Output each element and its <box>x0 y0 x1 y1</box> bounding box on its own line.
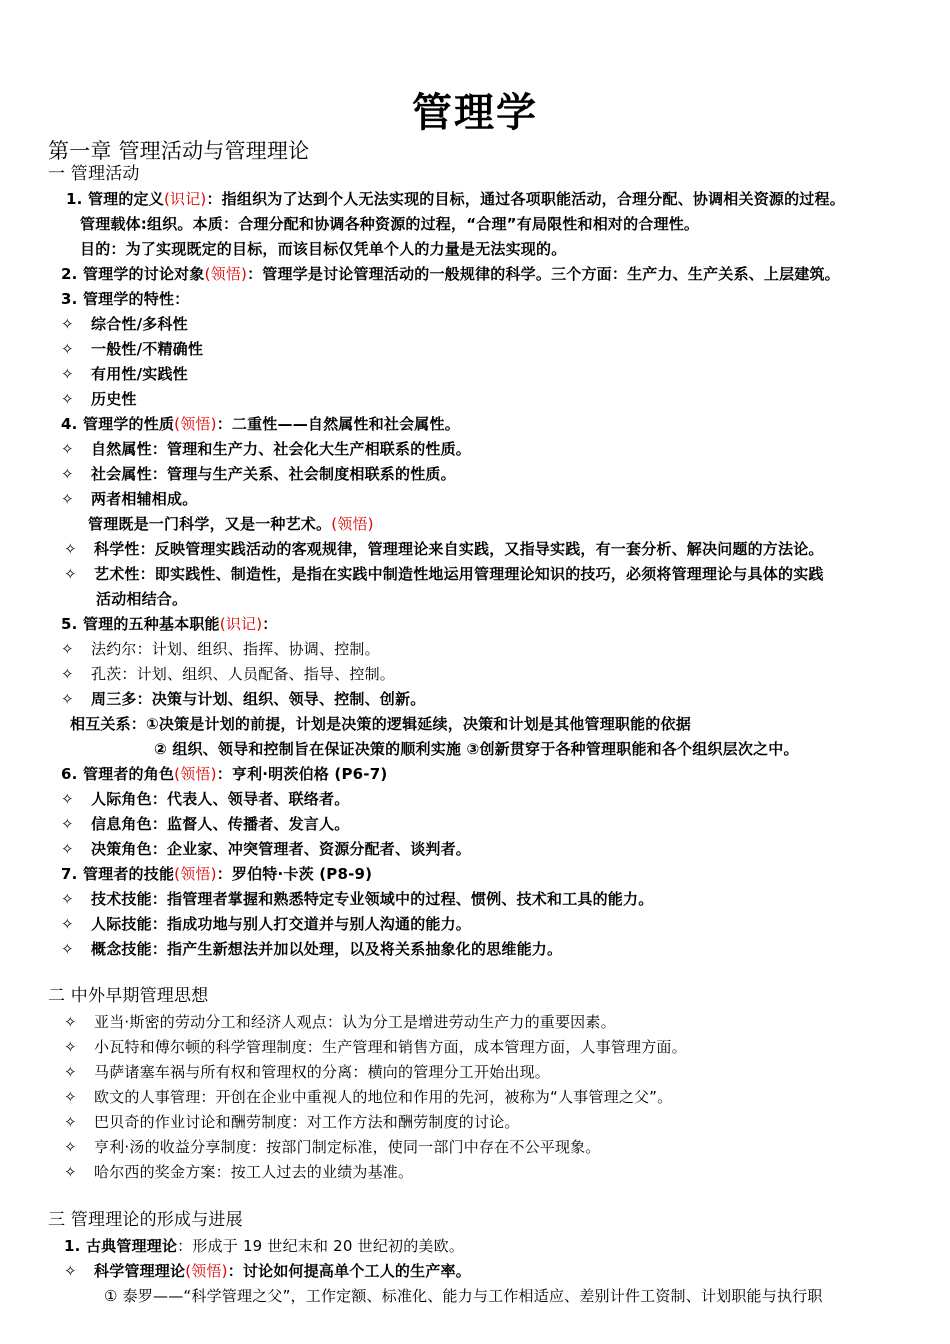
skills-label: 7. 管理者的技能 <box>61 865 175 883</box>
scientific-management-tag: (领悟) <box>185 1262 228 1280</box>
definition-tag: (识记) <box>163 190 207 208</box>
thought-item: ✧ 欧文的人事管理：开创在企业中重视人的地位和作用的先河，被称为“人事管理之父”。 <box>64 1088 673 1106</box>
thought-item: ✧ 小瓦特和傅尔顿的科学管理制度：生产管理和销售方面，成本管理方面，人事管理方面。 <box>64 1038 687 1056</box>
diamond-bullet-icon: ✧ <box>61 915 74 933</box>
diamond-bullet-icon: ✧ <box>64 1262 77 1280</box>
relation-line-continued: ② 组织、领导和控制旨在保证决策的顺利实施 ③创新贯穿于各种管理职能和各个组织层次之中。 <box>154 740 799 758</box>
feature-item: ✧ 历史性 <box>61 390 137 408</box>
diamond-bullet-icon: ✧ <box>61 790 74 808</box>
diamond-bullet-icon: ✧ <box>61 665 74 683</box>
relation-line: 相互关系：①决策是计划的前提，计划是决策的逻辑延续，决策和计划是其他管理职能的依据 <box>70 715 691 733</box>
function-item: ✧ 法约尔：计划、组织、指挥、协调、控制。 <box>61 640 380 658</box>
feature-item: ✧ 综合性/多科性 <box>61 315 188 333</box>
functions-line: 5. 管理的五种基本职能(识记)： <box>61 615 278 633</box>
diamond-bullet-icon: ✧ <box>61 340 74 358</box>
diamond-bullet-icon: ✧ <box>61 490 74 508</box>
object-label: 2. 管理学的讨论对象 <box>61 265 205 283</box>
function-item: ✧ 孔茨：计划、组织、人员配备、指导、控制。 <box>61 665 396 683</box>
definition-label: 1. 管理的定义 <box>66 190 164 208</box>
skill-item: ✧ 技术技能：指管理者掌握和熟悉特定专业领域中的过程、惯例、技术和工具的能力。 <box>61 890 654 908</box>
roles-tag: (领悟) <box>174 765 217 783</box>
nature-text: ：二重性——自然属性和社会属性。 <box>216 415 460 433</box>
nature-item: ✧ 两者相辅相成。 <box>61 490 198 508</box>
thought-item: ✧ 马萨诸塞车祸与所有权和管理权的分离：横向的管理分工开始出现。 <box>64 1063 551 1081</box>
taylor-line: ① 泰罗——“科学管理之父”，工作定额、标准化、能力与工作相适应、差别计件工资制、计划职能与执行职 <box>104 1287 823 1305</box>
diamond-bullet-icon: ✧ <box>64 540 77 558</box>
art-item: ✧ 艺术性：即实践性、制造性，是指在实践中制造性地运用管理理论知识的技巧，必须将管理理论与具体的实践 <box>64 565 824 583</box>
thought-item: ✧ 巴贝奇的作业讨论和酬劳制度：对工作方法和酬劳制度的讨论。 <box>64 1113 520 1131</box>
science-item: ✧ 科学性：反映管理实践活动的客观规律，管理理论来自实践，又指导实践，有一套分析、解决问题的方法论。 <box>64 540 824 558</box>
diamond-bullet-icon: ✧ <box>61 690 74 708</box>
diamond-bullet-icon: ✧ <box>61 815 74 833</box>
section-heading-2: 二 中外早期管理思想 <box>48 986 209 1006</box>
functions-tag: (识记) <box>219 615 263 633</box>
diamond-bullet-icon: ✧ <box>61 890 74 908</box>
nature-line <box>61 414 460 434</box>
purpose-line: 目的：为了实现既定的目标，而该目标仅凭单个人的力量是无法实现的。 <box>80 240 567 258</box>
role-item: ✧ 信息角色：监督人、传播者、发言人。 <box>61 815 350 833</box>
section-heading-3: 三 管理理论的形成与进展 <box>48 1210 243 1230</box>
diamond-bullet-icon: ✧ <box>64 1113 77 1131</box>
diamond-bullet-icon: ✧ <box>64 1088 77 1106</box>
diamond-bullet-icon: ✧ <box>64 1138 77 1156</box>
diamond-bullet-icon: ✧ <box>64 565 77 583</box>
diamond-bullet-icon: ✧ <box>61 390 74 408</box>
features-label: 3. 管理学的特性： <box>61 290 190 308</box>
skill-item: ✧ 概念技能：指产生新想法并加以处理，以及将关系抽象化的思维能力。 <box>61 940 563 958</box>
skill-item: ✧ 人际技能：指成功地与别人打交道并与别人沟通的能力。 <box>61 915 472 933</box>
thought-item: ✧ 亚当·斯密的劳动分工和经济人观点：认为分工是增进劳动生产力的重要因素。 <box>64 1013 616 1031</box>
skills-line: 7. 管理者的技能(领悟)：罗伯特·卡茨 (P8-9) <box>61 865 373 883</box>
art-item-continued: 活动相结合。 <box>96 590 188 608</box>
roles-label: 6. 管理者的角色 <box>61 765 175 783</box>
classic-theory-label: 1. 古典管理理论 <box>64 1237 178 1255</box>
thought-item: ✧ 哈尔西的奖金方案：按工人过去的业绩为基准。 <box>64 1163 414 1181</box>
science-art-tag: (领悟) <box>331 515 374 533</box>
diamond-bullet-icon: ✧ <box>64 1038 77 1056</box>
thought-item: ✧ 亨利·汤的收益分享制度：按部门制定标准，使同一部门中存在不公平现象。 <box>64 1138 601 1156</box>
object-text: ：管理学是讨论管理活动的一般规律的科学。三个方面：生产力、生产关系、上层建筑。 <box>247 265 840 283</box>
feature-item: ✧ 有用性/实践性 <box>61 365 188 383</box>
object-line <box>61 264 840 284</box>
nature-tag: (领悟) <box>174 415 217 433</box>
definition-line <box>66 189 845 209</box>
diamond-bullet-icon: ✧ <box>64 1063 77 1081</box>
nature-item: ✧ 社会属性：管理与生产关系、社会制度相联系的性质。 <box>61 465 456 483</box>
diamond-bullet-icon: ✧ <box>61 940 74 958</box>
diamond-bullet-icon: ✧ <box>61 440 74 458</box>
feature-item: ✧ 一般性/不精确性 <box>61 340 204 358</box>
functions-label: 5. 管理的五种基本职能 <box>61 615 220 633</box>
section-heading-1: 一 管理活动 <box>48 164 140 184</box>
diamond-bullet-icon: ✧ <box>61 465 74 483</box>
diamond-bullet-icon: ✧ <box>64 1163 77 1181</box>
role-item: ✧ 决策角色：企业家、冲突管理者、资源分配者、谈判者。 <box>61 840 472 858</box>
nature-item: ✧ 自然属性：管理和生产力、社会化大生产相联系的性质。 <box>61 440 472 458</box>
diamond-bullet-icon: ✧ <box>61 640 74 658</box>
diamond-bullet-icon: ✧ <box>61 315 74 333</box>
skills-tag: (领悟) <box>174 865 217 883</box>
definition-text: ：指组织为了达到个人无法实现的目标，通过各项职能活动，合理分配、协调相关资源的过程。 <box>206 190 845 208</box>
diamond-bullet-icon: ✧ <box>64 1013 77 1031</box>
science-art-line: 管理既是一门科学，又是一种艺术。(领悟) <box>88 515 374 533</box>
classic-theory-line: 1. 古典管理理论：形成于 19 世纪末和 20 世纪初的美欧。 <box>64 1237 465 1255</box>
chapter-heading: 第一章 管理活动与管理理论 <box>48 139 310 163</box>
diamond-bullet-icon: ✧ <box>61 365 74 383</box>
diamond-bullet-icon: ✧ <box>61 840 74 858</box>
function-item: ✧ 周三多：决策与计划、组织、领导、控制、创新。 <box>61 690 426 708</box>
document-title: 管理学 <box>412 90 538 136</box>
object-tag: (领悟) <box>204 265 248 283</box>
role-item: ✧ 人际角色：代表人、领导者、联络者。 <box>61 790 350 808</box>
nature-label: 4. 管理学的性质 <box>61 415 175 433</box>
carrier-line: 管理载体:组织。本质：合理分配和协调各种资源的过程，“合理”有局限性和相对的合理性。 <box>80 215 700 233</box>
scientific-management-line: ✧ 科学管理理论(领悟)：讨论如何提高单个工人的生产率。 <box>64 1262 471 1280</box>
roles-line: 6. 管理者的角色(领悟)：亨利·明茨伯格 (P6-7) <box>61 765 388 783</box>
